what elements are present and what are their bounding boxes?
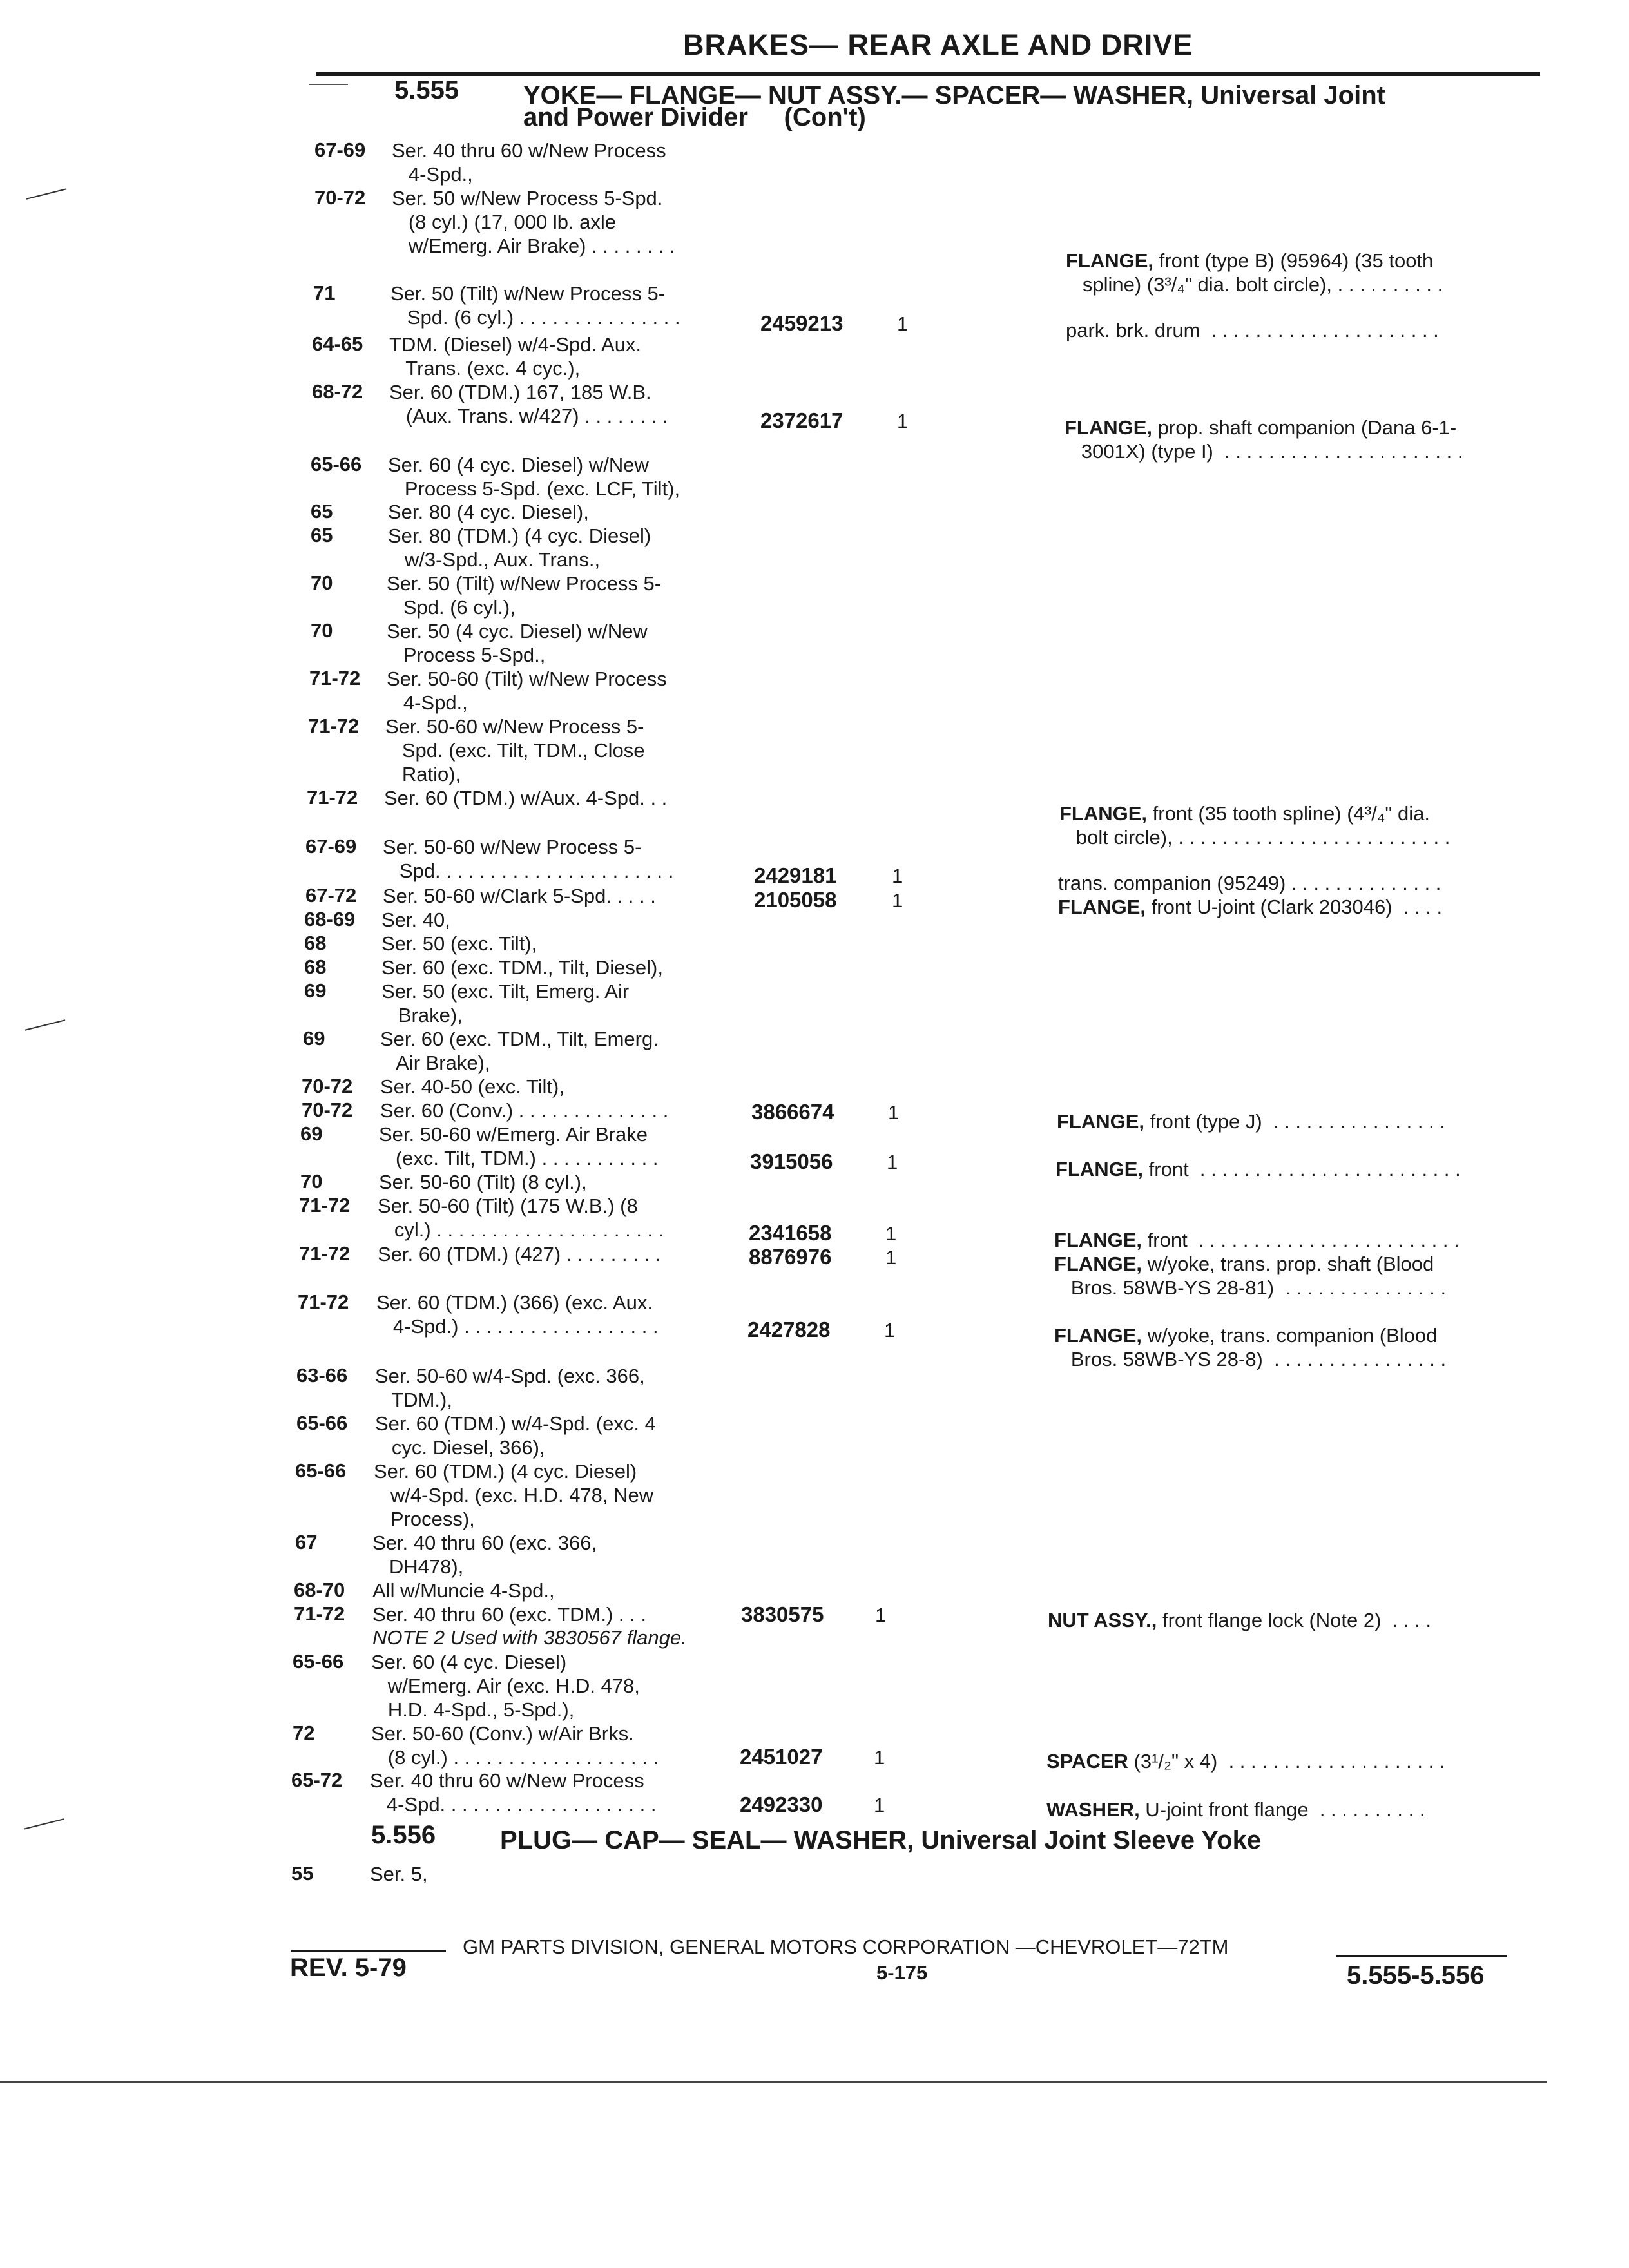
quantity: 1 — [885, 1246, 897, 1269]
row-year: 70 — [311, 619, 333, 642]
part-name: FLANGE, — [1054, 1324, 1142, 1347]
part-name: FLANGE, — [1066, 249, 1154, 272]
quantity: 1 — [874, 1794, 885, 1816]
footer-rule-left — [291, 1950, 446, 1952]
row-description: Ser. 40 thru 60 (exc. TDM.) . . . — [372, 1603, 646, 1626]
part-name: FLANGE, — [1055, 1158, 1144, 1180]
row-description: TDM. (Diesel) w/4-Spd. Aux. Trans. (exc. 4 cyc.), — [389, 333, 642, 380]
row-year: 70-72 — [302, 1099, 353, 1121]
part-description — [1054, 1228, 1460, 1252]
row-year: 69 — [304, 979, 327, 1002]
quantity: 1 — [888, 1101, 900, 1124]
row-year: 65 — [311, 500, 333, 523]
row-description: Ser. 40, — [381, 908, 450, 931]
part-number: 2427828 — [747, 1318, 831, 1341]
part-name: FLANGE, — [1054, 1253, 1142, 1275]
part-detail: park. brk. drum . . . . . . . . . . . . . . . . . . . . . — [1066, 319, 1439, 341]
row-description: Ser. 50 w/New Process 5-Spd. (8 cyl.) (17, 000 lb. axle w/Emerg. Air Brake) . . . . . . . . — [392, 187, 675, 257]
part-name: FLANGE, — [1058, 896, 1146, 918]
part-detail: trans. companion (95249) . . . . . . . . . . . . . . — [1058, 872, 1441, 894]
row-year: 65 — [311, 524, 333, 546]
row-year: 65-66 — [296, 1412, 348, 1434]
footer-rule-right — [1336, 1955, 1507, 1957]
row-description: Ser. 40-50 (exc. Tilt), — [380, 1075, 564, 1098]
note-2: NOTE 2 Used with 3830567 flange. — [372, 1626, 687, 1649]
row-description: Ser. 5, — [370, 1863, 428, 1885]
row-year: 70 — [300, 1170, 323, 1193]
row-year: 70-72 — [302, 1075, 353, 1097]
part-number: 3915056 — [750, 1149, 833, 1173]
row-year: 65-72 — [291, 1769, 343, 1791]
part-number: 3830575 — [741, 1602, 824, 1626]
quantity: 1 — [875, 1604, 887, 1626]
row-description: Ser. 60 (TDM.) 167, 185 W.B. (Aux. Trans. w/427) . . . . . . . . — [389, 381, 668, 427]
row-year: 71-72 — [298, 1291, 349, 1313]
row-description: Ser. 60 (Conv.) . . . . . . . . . . . . . . — [380, 1099, 669, 1122]
section-range: 5.555-5.556 — [1347, 1961, 1485, 1990]
quantity: 1 — [887, 1151, 898, 1173]
part-detail: w/yoke, trans. prop. shaft (Blood Bros. 58WB-YS 28-81) . . . . . . . . . . . . . . . — [1070, 1253, 1447, 1299]
part-detail: front . . . . . . . . . . . . . . . . . . . . . . . . — [1143, 1158, 1461, 1180]
part-description — [1058, 871, 1441, 895]
row-description: Ser. 60 (TDM.) (4 cyc. Diesel) w/4-Spd. (exc. H.D. 478, New Process), — [374, 1460, 654, 1530]
page-header-title: BRAKES— REAR AXLE AND DRIVE — [683, 28, 1193, 61]
row-description: All w/Muncie 4-Spd., — [372, 1579, 555, 1602]
row-year: 71-72 — [299, 1194, 351, 1216]
row-description: Ser. 50-60 w/Emerg. Air Brake (exc. Tilt, TDM.) . . . . . . . . . . . — [379, 1123, 659, 1169]
revision-label: REV. 5-79 — [290, 1954, 407, 1982]
row-description: Ser. 50-60 w/New Process 5- Spd. . . . . . . . . . . . . . . . . . . . . . — [383, 836, 674, 882]
row-description: Ser. 80 (4 cyc. Diesel), — [388, 501, 589, 523]
row-year: 71-72 — [294, 1602, 345, 1625]
part-number: 8876976 — [749, 1245, 832, 1269]
row-description: Ser. 50-60 w/4-Spd. (exc. 366, TDM.), — [375, 1365, 645, 1411]
quantity: 1 — [892, 865, 903, 887]
part-detail: (3¹/₂" x 4) . . . . . . . . . . . . . . . . . . . . — [1128, 1750, 1445, 1773]
row-description: Ser. 50-60 w/New Process 5- Spd. (exc. Tilt, TDM., Close Ratio), — [385, 715, 645, 785]
row-year: 71 — [313, 282, 336, 304]
row-description: Ser. 60 (exc. TDM., Tilt, Emerg. Air Brake), — [380, 1028, 659, 1074]
part-number: 2372617 — [760, 408, 843, 432]
scan-mark — [26, 188, 67, 199]
part-description — [1065, 416, 1463, 463]
section-title: PLUG— CAP— SEAL— WASHER, Universal Joint Sleeve Yoke — [500, 1826, 1262, 1854]
section-number: 5.555 — [394, 76, 459, 104]
quantity: 1 — [897, 312, 909, 335]
part-description — [1059, 802, 1450, 849]
part-name: FLANGE, — [1054, 1229, 1142, 1251]
part-description — [1054, 1323, 1446, 1371]
part-number: 2429181 — [754, 863, 837, 887]
part-name: WASHER, — [1046, 1798, 1140, 1821]
quantity: 1 — [874, 1746, 885, 1769]
part-name: SPACER — [1046, 1750, 1128, 1773]
row-description: Ser. 50 (Tilt) w/New Process 5- Spd. (6 cyl.), — [387, 572, 662, 619]
row-description: Ser. 50-60 (Tilt) (8 cyl.), — [379, 1171, 587, 1193]
part-detail: front U-joint (Clark 203046) . . . . — [1146, 896, 1443, 918]
row-year: 67-72 — [305, 884, 357, 907]
quantity: 1 — [884, 1319, 896, 1341]
row-year: 64-65 — [312, 332, 363, 355]
part-number: 3866674 — [751, 1100, 834, 1124]
row-description: Ser. 60 (4 cyc. Diesel) w/New Process 5-Spd. (exc. LCF, Tilt), — [388, 454, 680, 500]
part-description — [1066, 249, 1443, 296]
quantity: 1 — [892, 889, 903, 912]
row-year: 65-66 — [293, 1650, 344, 1673]
part-number: 2459213 — [760, 311, 843, 335]
row-year: 63-66 — [296, 1364, 348, 1387]
part-name: FLANGE, — [1065, 416, 1153, 439]
row-description: Ser. 40 thru 60 (exc. 366, DH478), — [372, 1532, 597, 1578]
header-rule — [316, 72, 1540, 76]
row-description: Ser. 80 (TDM.) (4 cyc. Diesel) w/3-Spd., Aux. Trans., — [388, 524, 651, 571]
row-year: 65-66 — [295, 1459, 347, 1482]
row-year: 68-69 — [304, 908, 356, 930]
row-description: Ser. 60 (TDM.) (427) . . . . . . . . . — [378, 1243, 661, 1265]
row-description: Ser. 50 (Tilt) w/New Process 5- Spd. (6 cyl.) . . . . . . . . . . . . . . . — [390, 282, 680, 329]
part-description — [1066, 318, 1439, 342]
part-number: 2105058 — [754, 888, 837, 912]
part-description — [1054, 1252, 1446, 1300]
row-description: Ser. 40 thru 60 w/New Process 4-Spd., — [392, 139, 666, 186]
row-description: Ser. 60 (4 cyc. Diesel) w/Emerg. Air (exc. H.D. 478, H.D. 4-Spd., 5-Spd.), — [371, 1651, 640, 1721]
part-name: FLANGE, — [1059, 802, 1148, 825]
row-year: 67-69 — [305, 835, 357, 858]
part-name: FLANGE, — [1057, 1110, 1145, 1133]
row-year: 68 — [304, 956, 327, 978]
part-detail: w/yoke, trans. companion (Blood Bros. 58WB-YS 28-8) . . . . . . . . . . . . . . . . — [1070, 1324, 1447, 1370]
part-description — [1058, 895, 1442, 919]
row-description: Ser. 40 thru 60 w/New Process 4-Spd. . . . . . . . . . . . . . . . . . . . — [370, 1769, 657, 1816]
page-number: 5-175 — [876, 1961, 928, 1984]
part-detail: front (type J) . . . . . . . . . . . . . . . . — [1144, 1110, 1445, 1133]
part-description — [1057, 1110, 1445, 1133]
row-year: 70-72 — [314, 186, 366, 209]
part-number: 2451027 — [740, 1745, 823, 1769]
row-year: 71-72 — [309, 667, 361, 689]
part-detail: front (type B) (95964) (35 tooth spline) (3³/₄" dia. bolt circle), . . . . . . . . . . — [1082, 249, 1443, 296]
part-detail: front flange lock (Note 2) . . . . — [1157, 1609, 1431, 1631]
section-number: 5.556 — [371, 1821, 436, 1849]
row-description: Ser. 60 (TDM.) w/4-Spd. (exc. 4 cyc. Diesel, 366), — [375, 1412, 656, 1459]
row-description: Ser. 50 (exc. Tilt), — [381, 932, 537, 955]
section-title-line1: YOKE— FLANGE— NUT ASSY.— SPACER— WASHER, Universal Joint — [523, 81, 1385, 110]
row-year: 69 — [300, 1122, 323, 1145]
row-description: Ser. 60 (TDM.) (366) (exc. Aux. 4-Spd.) . . . . . . . . . . . . . . . . . . — [376, 1291, 659, 1338]
part-description — [1055, 1157, 1461, 1181]
row-year: 69 — [303, 1027, 325, 1050]
quantity: 1 — [897, 410, 909, 432]
scan-mark — [24, 1818, 64, 1829]
row-year: 71-72 — [308, 715, 360, 737]
row-year: 68 — [304, 932, 327, 954]
scan-mark — [25, 1019, 66, 1030]
row-description: Ser. 50-60 (Conv.) w/Air Brks. (8 cyl.) . . . . . . . . . . . . . . . . . . . — [371, 1722, 659, 1769]
footer-organization: GM PARTS DIVISION, GENERAL MOTORS CORPORATION —CHEVROLET—72TM — [463, 1936, 1229, 1958]
row-year: 68-70 — [294, 1579, 345, 1601]
part-description — [1046, 1798, 1425, 1821]
part-number: 2492330 — [740, 1792, 823, 1816]
scan-bottom-line — [0, 2081, 1547, 2083]
part-name: NUT ASSY., — [1048, 1609, 1157, 1631]
quantity: 1 — [885, 1222, 897, 1245]
part-detail: front (35 tooth spline) (4³/₄" dia. bolt circle), . . . . . . . . . . . . . . . . . . . . . . . . . — [1075, 802, 1451, 849]
part-description — [1046, 1749, 1445, 1773]
row-year: 67-69 — [314, 139, 366, 161]
row-description: Ser. 60 (exc. TDM., Tilt, Diesel), — [381, 956, 663, 979]
row-description: Ser. 50 (4 cyc. Diesel) w/New Process 5-Spd., — [387, 620, 648, 666]
row-year: 67 — [295, 1531, 318, 1553]
row-description: Ser. 60 (TDM.) w/Aux. 4-Spd. . . — [384, 787, 668, 809]
row-year: 65-66 — [311, 453, 362, 476]
scan-mark — [309, 84, 348, 85]
row-year: 71-72 — [307, 786, 358, 809]
row-year: 70 — [311, 572, 333, 594]
part-detail: U-joint front flange . . . . . . . . . . — [1139, 1798, 1425, 1821]
row-year: 72 — [293, 1722, 315, 1744]
row-year: 55 — [291, 1862, 314, 1885]
row-description: Ser. 50-60 (Tilt) w/New Process 4-Spd., — [387, 668, 667, 714]
row-description: Ser. 50 (exc. Tilt, Emerg. Air Brake), — [381, 980, 630, 1026]
part-detail: front . . . . . . . . . . . . . . . . . . . . . . . . — [1142, 1229, 1460, 1251]
row-year: 71-72 — [299, 1242, 351, 1265]
row-description: Ser. 50-60 (Tilt) (175 W.B.) (8 cyl.) . . . . . . . . . . . . . . . . . . . . . — [378, 1195, 664, 1241]
row-description: Ser. 50-60 w/Clark 5-Spd. . . . . — [383, 885, 656, 907]
part-number: 2341658 — [749, 1221, 832, 1245]
section-title-line2: and Power Divider (Con't) — [523, 103, 866, 131]
part-detail: prop. shaft companion (Dana 6-1- 3001X) (type I) . . . . . . . . . . . . . . . . . . . . . . — [1081, 416, 1463, 463]
part-description — [1048, 1608, 1431, 1632]
row-year: 68-72 — [312, 380, 363, 403]
